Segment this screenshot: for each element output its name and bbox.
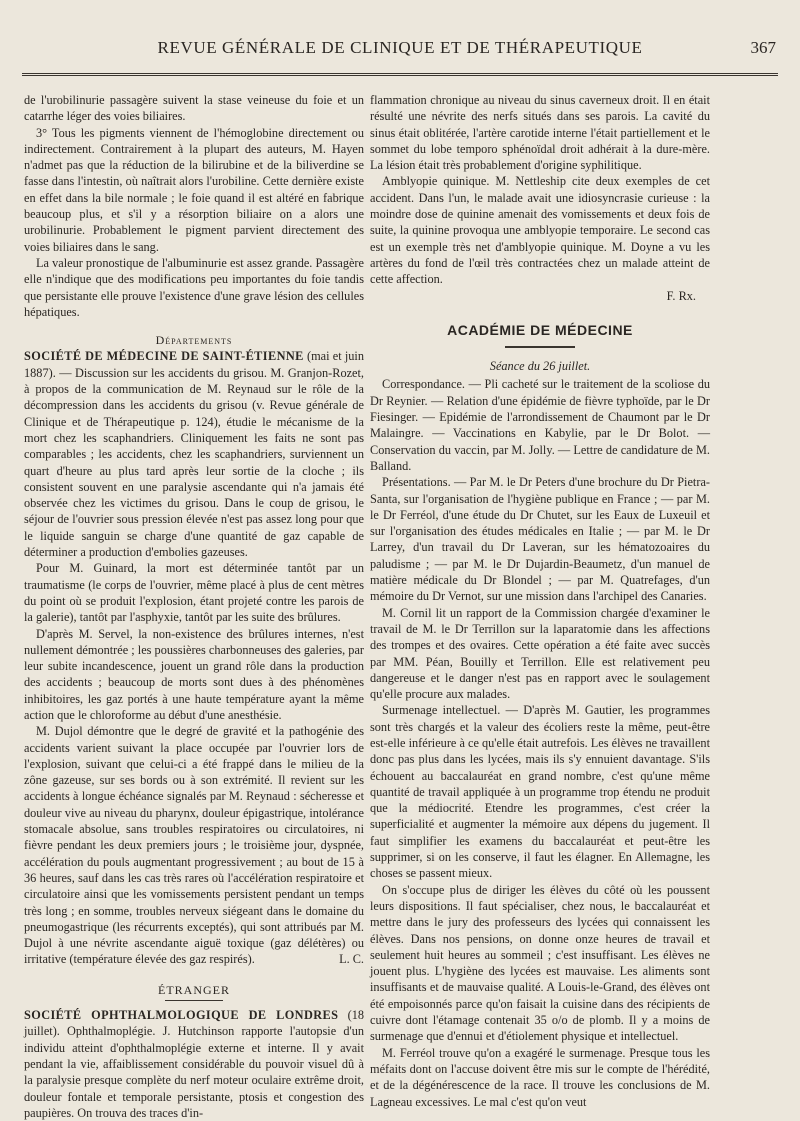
left-column — [24, 92, 364, 1121]
header-rule — [22, 73, 778, 76]
paragraph: flammation chronique au niveau du sinus caverneux droit. Il en était résulté une névrite des nerfs situés dans ses parois. La cavité du sinus était oblitérée, l'artère carotide interne l'était partiellement et le sommet du lobe temporo sphénoïdal droit adhérait à la dure-mère. La lésion était très probablement d'origine syphilitique. — [370, 93, 710, 173]
paragraph: Correspondance. — Pli cacheté sur le traitement de la scoliose du Dr Reynier. — Relation d'une épidémie de fièvre typhoïde, par le Dr Fiesinger. — Epidémie de l'arrondissement de Chaumont par le Dr Malaingre. — Vaccinations en Kabylie, par le Dr Bolot. — Conservation du vaccin, par M. Jolly. — Lettre de candidature de M. Balland. — [370, 377, 710, 473]
paragraph: La valeur pronostique de l'albuminurie est assez grande. Passagère elle n'indique que des modifications peu importantes du foie tandis que persistante elle prouve l'existence d'une grave lésion des cellules hépatiques. — [24, 255, 364, 319]
paragraph: de l'urobilinurie passagère suivent la stase veineuse du foie et un catarrhe léger des voies biliaires. — [24, 93, 364, 124]
paragraph: On s'occupe plus de diriger les élèves du côté où les poussent leurs dispositions. Il faut spécialiser, chez nous, le baccalauréat et mettre dans le jury des professeurs des lycées qui connaissent les élèves. Dans nos pensions, on donne onze heures de travail et seulement huit heures au sommeil ; c'est insuffisant. Les élèves ne jouent plus. L'hygiène des lycées est mauvaise. Les aliments sont insuffisants et de mauvaise qualité. A Louis-le-Grand, des élèves ont été empoisonnés parce qu'on faisait la cuisine dans des récipients de cuivre dont l'étamage contenait 35 o/o de plomb. Il y a moins de surmenage que d'ennui et d'étiolement physique et intellectuel. — [370, 882, 710, 1044]
paragraph-text: M. Dujol démontre que le degré de gravité et la pathogénie des accidents varient suivant la place occupée par l'ouvrier lors de l'explosion, suivant que celui-ci a été frappé dans le milieu de la zône gazeuse, sur ses bords ou à son extrémité. Il revient sur les accidents à longue échéance signalés par M. Reynaud : sécheresse et douleur vive au niveau du pharynx, douleur épigastrique, intolérance stomacale absolue, sans troubles respiratoires ou circulatoires, ni fièvre pendant les deux premiers jours ; le troisième jour, dyspnée, accélération du pouls augmentant progressivement ; au bout de 15 à 36 heures, sauf dans les cas très rares où l'accélération respiratoire et circulatoire ainsi que les vomissements persistent pendant un temps très long ; en somme, troubles nerveux siégeant dans le domaine du pneumogastrique (les récurrents exceptés), qui sont attribués par M. Dujol à une névrite ascendante aiguë toxique (gaz délétères) ou irritative (température élevée des gaz respirés). — [24, 724, 364, 967]
paragraph: M. Ferréol trouve qu'on a exagéré le surmenage. Presque tous les méfaits dont on l'accuse doivent être mis sur le compte de l'hérédité, et de la dégénérescence de la race. Il trouve les conclusions de M. Lagneau excessives. Le mal c'est qu'on veut — [370, 1045, 710, 1109]
society-name: SOCIÉTÉ OPHTHALMOLOGIQUE DE LONDRES — [24, 1008, 339, 1023]
paragraph: (mai et juin 1887). — Discussion sur les accidents du grisou. M. Granjon-Rozet, à propos de la communication de M. Reynaud sur le rôle de la décompression dans les accidents du grisou (v. Revue générale de Clinique et de Thérapeutique p. 124), étudie le mécanisme de la mort chez les scaphandriers. Cliniquement les faits ne sont pas comparables ; les accidents, chez les scaphandriers, surviennent un quart d'heure au plus tard après leur sortie de la cloche ; ils consistent souvent en une paralysie ascendante qui n'a jamais été observée chez les victimes du grisou. Dans le coup de grisou, le séjour de l'ouvrier sous pression élevée n'est pas assez long pour que le liquide sanguin se charge d'une quantité de gaz capable de déterminer a production d'embolies gazeuses. — [24, 349, 364, 560]
page-header — [18, 38, 782, 68]
running-title: REVUE GÉNÉRALE DE CLINIQUE ET DE THÉRAPEUTIQUE — [157, 38, 643, 57]
signature: F. Rx. — [666, 288, 696, 303]
paragraph: Amblyopie quinique. M. Nettleship cite deux exemples de cet accident. Dans l'un, le malade avait une idiosyncrasie curieuse : la moindre dose de quinine amenait des vomissements et deux fois de suite, la quinine provoqua une amblyopie temporaire. Le second cas est un exemple très net d'amblyopie quinique. M. Doyne a vu les artères du fond de l'œil très contractées chez un malade atteint de cette affection. — [370, 174, 710, 287]
society-entry-saint-etienne — [24, 348, 364, 560]
session-date: Séance du 26 juillet. — [489, 359, 591, 374]
right-column — [370, 92, 710, 1110]
section-rule — [505, 346, 575, 348]
paragraph: M. Cornil lit un rapport de la Commission chargée d'examiner le travail de M. le Dr Terrillon sur la laparatomie dans les affections des trompes et des ovaires. Cette opération a été faite avec succès par MM. Péan, Bouilly et Terrillon. Elle est relativement peu dangereuse et le danger n'est pas en rapport avec le soulagement qu'elle procure aux malades. — [370, 605, 710, 702]
section-heading-departements: Départements — [155, 333, 233, 348]
paragraph: (18 juillet). Ophthalmoplégie. J. Hutchinson rapporte l'autopsie d'un individu atteint d'ophthalmoplégie externe et interne. Il y avait pendant la vie, affaiblissement considérable du pouvoir visuel dû à la paralysie presque complète du nerf moteur oculaire extrême droit, douleur fontale et temporale persistante, ptosis et congestion des paupières. On trouva des traces d'in- — [24, 1008, 365, 1120]
society-entry-london — [24, 1007, 364, 1121]
paragraph — [24, 723, 364, 967]
paragraph: Présentations. — Par M. le Dr Peters d'une brochure du Dr Pietra-Santa, sur l'organisation de l'hygiène publique en France ; — par M. le Dr Ferréol, d'une étude du Dr Chutet, sur les Eaux de Luxeuil et sur l'organisation des études médicales en Italie ; — par M. le Dr Larrey, d'un travail du Dr Laveran, sur les hématozoaires du paludisme ; — par M. le Dr Dujardin-Beaumetz, d'un manuel de matière médicale du Dr Blondel ; — par M. Quatrefages, d'un mémoire du Dr Vernot, sur une mission dans l'archipel des Canaries. — [370, 475, 710, 604]
page-number: 367 — [750, 38, 776, 57]
paragraph: Pour M. Guinard, la mort est déterminée tantôt par un traumatisme (le corps de l'ouvrier, même placé à plus de cent mètres du point où se produit l'explosion, étant projeté contre les parois de la galerie), tantôt par l'asphyxie, tantôt par les suite des brûlures. — [24, 561, 364, 625]
paragraph: 3° Tous les pigments viennent de l'hémoglobine directement ou indirectement. Contrairement à la plupart des auteurs, M. Hayen n'admet pas que la réduction de la bilirubine et de la biliverdine se fasse dans l'intestin, où naîtrait alors l'urobiline. Cette dernière existe en effet dans la bile normale ; le foie quand il est altéré en fabrique beaucoup plus, et s'il y a résorption biliaire on a alors une urobilinurie. Probablement le pigment parvient directement des voies biliaires dans le sang. — [24, 125, 364, 254]
section-heading-academie: ACADÉMIE DE MÉDECINE — [447, 321, 633, 338]
society-name: SOCIÉTÉ DE MÉDECINE DE SAINT-ÉTIENNE — [24, 349, 304, 364]
paragraph: Surmenage intellectuel. — D'après M. Gautier, les programmes sont très chargés et la valeur des écoliers reste la même, peut-être est-elle inférieure à ce qu'elle était autrefois. Les élèves ne travaillent donc pas plus dans les lycées, mais ils s'y ennuient davantage. S'ils échouent au baccalauréat en grand nombre, c'est qu'une même quantité de travail appliquée à un programme trop étendu ne produit que la médiocrité. Etendre les programmes, c'est créer la superficialité et augmenter la mémoire aux dépens du jugement. Il faut simplifier les examens du baccalauréat et peut-être les supprimer, si on les conserve, il faut les élagner. En Allemagne, les choses se passent mieux. — [370, 703, 710, 881]
paragraph: D'après M. Servel, la non-existence des brûlures internes, n'est nullement démontrée ; les poussières charbonneuses des galeries, par leur subite incandescence, jouent un grand rôle dans la production des accidents ; beaucoup de morts sont dues à des phénomènes inhibitoires, les gaz portés à une haute température ayant la même action que le chloroforme au début d'une anesthésie. — [24, 626, 364, 722]
section-rule — [165, 1000, 223, 1001]
signature: L. C. — [339, 952, 364, 967]
section-heading-etranger: ÉTRANGER — [158, 982, 230, 997]
